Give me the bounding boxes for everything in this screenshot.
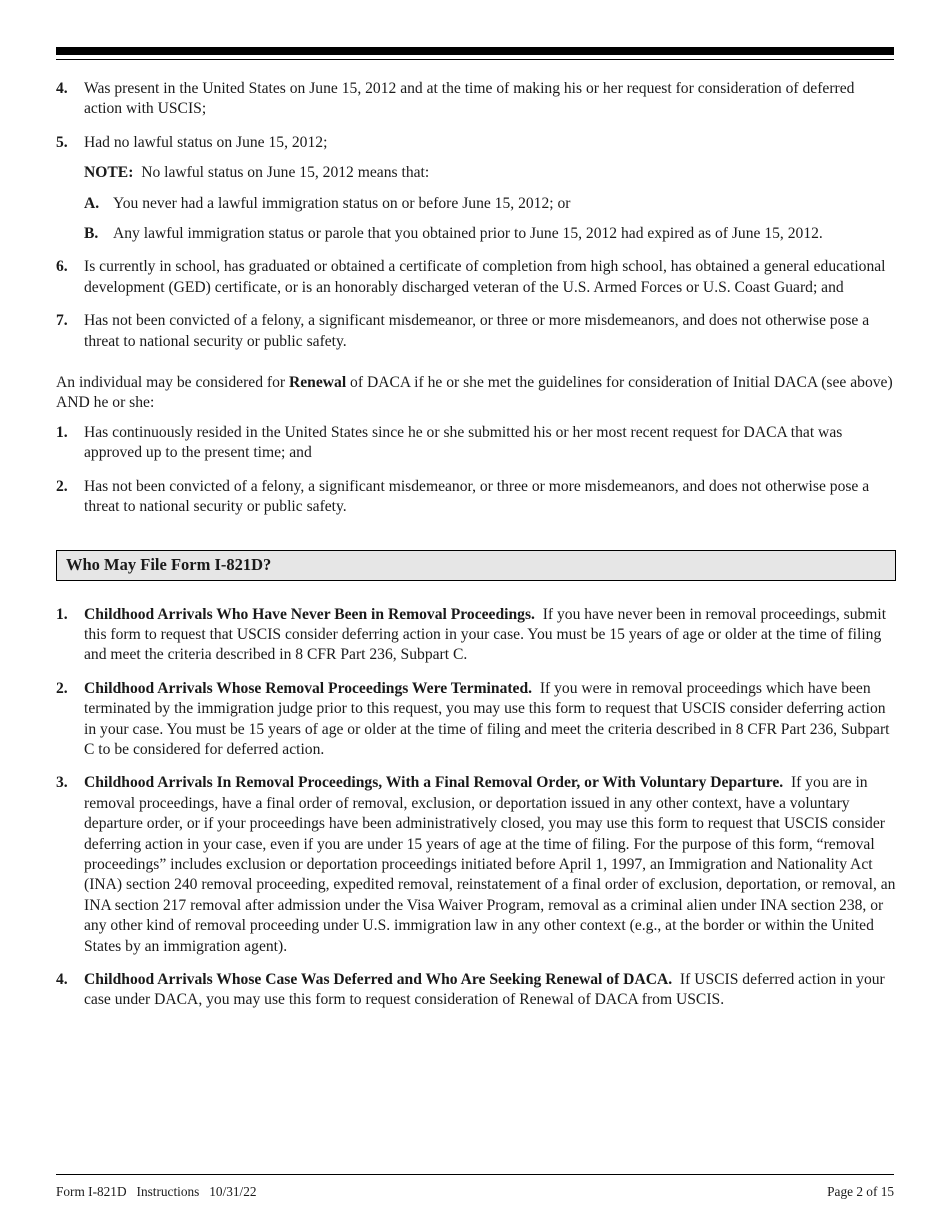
item-number: 3.	[56, 774, 68, 792]
footer-form-label: Form I-821D Instructions 10/31/22	[56, 1184, 257, 1199]
list-item	[56, 311, 896, 352]
renewal-intro: An individual may be considered for Renewal of DACA if he or she met the guidelines for consideration of Initial DACA (see above) AND he or she:	[56, 374, 893, 412]
item-title: Childhood Arrivals Whose Removal Proceedings Were Terminated.	[84, 679, 533, 697]
note-subitem	[84, 224, 896, 244]
item-text: If you were in removal proceedings which have been terminated by the immigration judge prior to this request, you may use this form to request that USCIS consider deferring action in your case. You must be 15 years of age or older at the time of filing and meet the criteria described in 8 CFR Part 236, Subpart C to be considered for deferred action.	[84, 679, 890, 758]
item-text: If you are in removal proceedings, have a final order of removal, exclusion, or deportation issued in any other context, have a voluntary departure order, or if your proceedings have been administratively closed, you may use this form to request that USCIS consider deferring action in your case, even if you are under 15 years of age at the time of filing. For the purpose of this form, “removal proceedings” includes exclusion or deportation proceedings initiated before April 1, 1997, an Immigration and Nationality Act (INA) section 240 removal proceeding, expedited removal, reinstatement of a final order of exclusion, deportation, or removal, an INA section 217 removal after admission under the Visa Waiver Program, removal as a criminal alien under INA section 238, or any other kind of removal proceeding under U.S. immigration law in any other context (e.g., at the border or within the United States by an immigration agent).	[84, 774, 896, 955]
list-item	[56, 79, 896, 120]
item-title: Childhood Arrivals Who Have Never Been in Removal Proceedings.	[84, 605, 535, 623]
header-rule-thick	[56, 47, 894, 55]
header-rule-thin	[56, 59, 894, 60]
item-title: Childhood Arrivals Whose Case Was Deferred and Who Are Seeking Renewal of DACA.	[84, 971, 673, 988]
subitem-text: Any lawful immigration status or parole that you obtained prior to June 15, 2012 had expired as of June 15, 2012.	[113, 225, 823, 243]
item-text: If you have never been in removal proceedings, submit this form to request that USCIS consider deferring action in your case. You must be 15 years of age or older at the time of filing and meet the criteria described in 8 CFR Part 236, Subpart C.	[84, 605, 887, 664]
item-text: Was present in the United States on June 15, 2012 and at the time of making his or her request for consideration of deferred action with USCIS;	[84, 80, 855, 118]
note-text: No lawful status on June 15, 2012 means that:	[141, 164, 430, 182]
list-item	[56, 970, 896, 1011]
item-text: Has not been convicted of a felony, a significant misdemeanor, or three or more misdemeanors, and does not otherwise pose a threat to national security or public safety.	[84, 477, 870, 516]
subitem-text: You never had a lawful immigration status on or before June 15, 2012; or	[113, 194, 571, 212]
list-item	[56, 423, 896, 464]
page-content	[56, 79, 896, 1024]
list-item	[56, 605, 896, 666]
subitem-letter: B.	[84, 225, 99, 243]
item-text: Has continuously resided in the United States since he or she submitted his or her most recent request for DACA that was approved up to the present time; and	[84, 423, 843, 462]
section-header: Who May File Form I-821D?	[56, 550, 896, 581]
list-item	[56, 133, 896, 245]
subitem-letter: A.	[84, 194, 100, 212]
footer-rule	[56, 1174, 894, 1175]
item-number: 7.	[56, 312, 68, 330]
item-number: 4.	[56, 80, 68, 97]
item-text: Has not been convicted of a felony, a significant misdemeanor, or three or more misdemeanors, and does not otherwise pose a threat to national security or public safety.	[84, 312, 870, 350]
footer-page-number: Page 2 of 15	[827, 1184, 894, 1199]
item-number: 2.	[56, 477, 68, 495]
item-number: 6.	[56, 258, 68, 276]
item-number: 5.	[56, 133, 68, 151]
note-label: NOTE:	[84, 164, 134, 182]
note	[84, 163, 896, 183]
note-subitem	[84, 194, 896, 214]
item-text: Had no lawful status on June 15, 2012;	[84, 133, 328, 151]
list-item	[56, 679, 896, 761]
item-text: Is currently in school, has graduated or obtained a certificate of completion from high school, has obtained a general educational development (GED) certificate, or is an honorably discharged veteran of the U.S. Armed Forces or U.S. Coast Guard; and	[84, 258, 886, 296]
item-title: Childhood Arrivals In Removal Proceedings, With a Final Removal Order, or With Voluntary Departure.	[84, 774, 784, 792]
list-item	[56, 477, 896, 518]
item-number: 1.	[56, 423, 68, 441]
item-number: 2.	[56, 679, 68, 697]
item-text: If USCIS deferred action in your case under DACA, you may use this form to request consideration of Renewal of DACA from USCIS.	[84, 971, 885, 1009]
list-item	[56, 257, 896, 298]
item-number: 1.	[56, 605, 68, 623]
item-number: 4.	[56, 971, 68, 988]
list-item	[56, 773, 896, 957]
